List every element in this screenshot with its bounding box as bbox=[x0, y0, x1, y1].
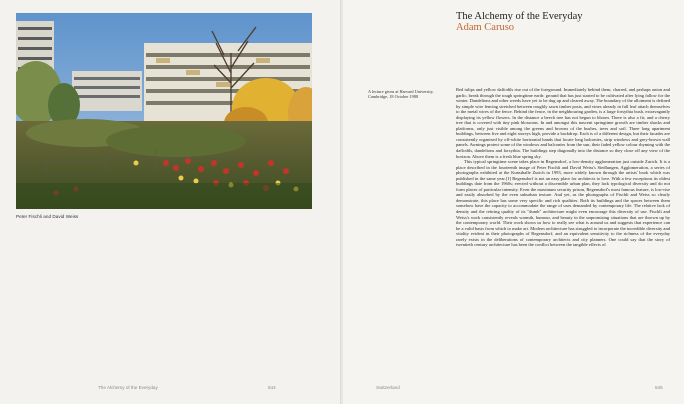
body-paragraph: This typical springtime scene takes place in Regensdorf, a low-density agglomeration just outside Zurich. It is a place described in the fourteenth image of Peter Fischli and David Weiss's Siedlungen, Agglomeration, a series of photographs exhibited at the Kunsthalle Zurich in 1993, more widely known through the artists' book which was published in the same year.[1] Regensdorf is not an easy place for architects to love. With a few exceptions its oldest buildings date from the 1960s; erected without a discernible urban plan, they lack typological diversity and do not form places of particular intensity. Even the maximum security prison, Regensdorf's most famous feature, is low-rise and easily absorbed by the even suburban texture. And yet, as the photographs of Fischli and Weiss so clearly demonstrate, this place has some very specific and rich qualities. Both its buildings and the spaces between them somehow have the capacity to accommodate the range of uses demanded by contemporary life. The relative lack of density and the retiring quality of its "dumb" architecture might even encourage this diversity of use. Fischli and Weiss's work consistently reveals warmth, humour, and beauty in the unpromising situations that are thrown up by the contemporary world. Their work shows us how to really see what is around us and suggests that experience can be a valid basis from which to make art. Modern architecture has struggled to incorporate the incredible diversity and vitality evident in their photographs of Regensdorf, and an equivalent sensitivity to the richness of the everyday rarely exists in the deliberations of contemporary architects and city planners. One could say that the story of twentieth century architecture has been the conflict between the tangible effects of bbox=[456, 159, 670, 248]
running-footer-title: The Alchemy of the Everyday bbox=[98, 385, 158, 390]
page-number: 545 bbox=[655, 385, 663, 390]
lecture-sidenote: A lecture given at Harvard University, Cambridge, 18 October 1988 bbox=[368, 89, 434, 100]
article-heading bbox=[456, 11, 583, 33]
photo-caption: Peter Fischli and David Weiss bbox=[16, 214, 79, 219]
page-number: 544 bbox=[268, 385, 276, 390]
article-body bbox=[456, 87, 670, 248]
article-author: Adam Caruso bbox=[456, 22, 515, 33]
garden-photograph bbox=[16, 13, 312, 209]
running-footer-section: Switzerland bbox=[376, 385, 400, 390]
article-title: The Alchemy of the Everyday bbox=[456, 11, 583, 22]
right-page bbox=[343, 0, 684, 404]
left-page bbox=[0, 0, 341, 404]
body-paragraph: Red tulips and yellow daffodils rise out of the foreground. Immediately behind them, charred, and perhaps onion and garlic, break through the tough springtime earth: ground that has just started to be cultivated after lying fallow for the winter. Dandelions and other weeds have yet to be dug up and cleared away. The boundary of the allotment is defined by simple wire fencing stretched between roughly sawn timber posts, and vines already in full leaf attach themselves to the metal wires of the fence. Behind the fence, in the neighbouring garden, is a large forsythia bush, extravagantly displaying its yellow flowers. In the distance a beech tree has not begun to bloom. There is also a fir, and a cherry tree that is covered with tiny pink blossoms. In and amongst this nascent springtime growth are timber shacks and platforms, only just visible among the greens and browns of the bushes, trees and soil. Three long apartment buildings, between five and eight storeys high, provide a backdrop. Each is of a different design, but their facades are consistently organised by off-white horizontal bands that locate long balconies, strip windows and grey-brown wall panels. Awnings protect some of the windows and balconies from the sun, their faded yellow colour rhyming with the daffodils, dandelions and forsythia. The buildings step diagonally into the distance so they close off any view of the horizon. Above them is a fresh blue spring sky. bbox=[456, 87, 671, 159]
